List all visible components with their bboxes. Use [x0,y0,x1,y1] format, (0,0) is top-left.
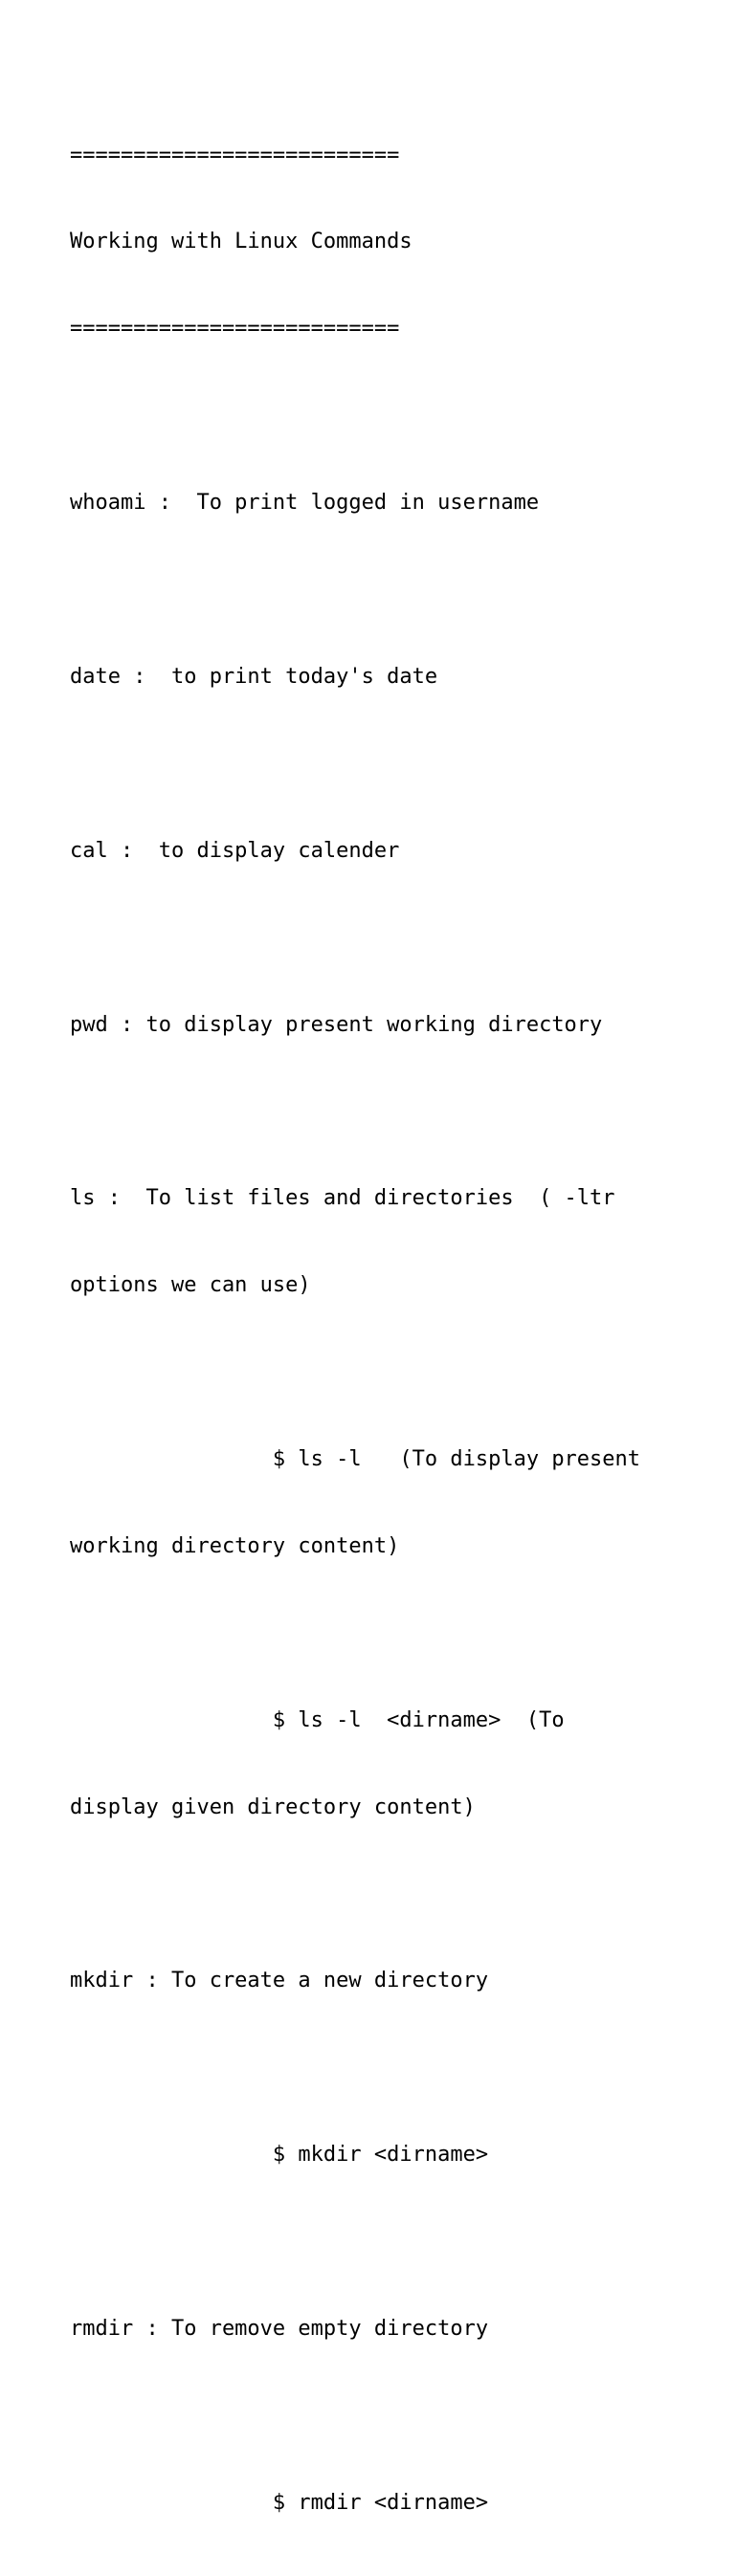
ls-entry: ls : To list files and directories ( -ltr [70,1186,615,1211]
blank-line [70,1358,721,1387]
ls-entry-continued: options we can use) [70,1273,311,1298]
blank-line [70,576,721,605]
ls-example-2-continued: display given directory content) [70,1794,476,1819]
title-rule-bottom: ========================== [70,317,400,341]
title-rule-top: ========================== [70,143,400,167]
blank-line [70,402,721,430]
rmdir-example: $ rmdir <dirname> [70,2490,489,2515]
date-entry: date : to print today's date [70,664,438,689]
pwd-entry: pwd : to display present working directory [70,1012,603,1037]
mkdir-entry: mkdir : To create a new directory [70,1969,489,1993]
ls-example-1: $ ls -l (To display present [70,1446,641,1471]
ls-example-1-continued: working directory content) [70,1533,400,1558]
blank-line [70,924,721,953]
ls-example-2: $ ls -l <dirname> (To [70,1707,565,1732]
blank-line [70,2054,721,2082]
blank-line [70,2228,721,2257]
blank-line [70,1619,721,1648]
cal-entry: cal : to display calender [70,838,400,863]
whoami-entry: whoami : To print logged in username [70,491,540,516]
document-body [70,83,721,2576]
blank-line [70,1097,721,1126]
rmdir-entry: rmdir : To remove empty directory [70,2316,489,2341]
mkdir-example: $ mkdir <dirname> [70,2143,489,2168]
document-title: Working with Linux Commands [70,230,412,254]
blank-line [70,750,721,779]
blank-line [70,2402,721,2431]
blank-line [70,1880,721,1908]
